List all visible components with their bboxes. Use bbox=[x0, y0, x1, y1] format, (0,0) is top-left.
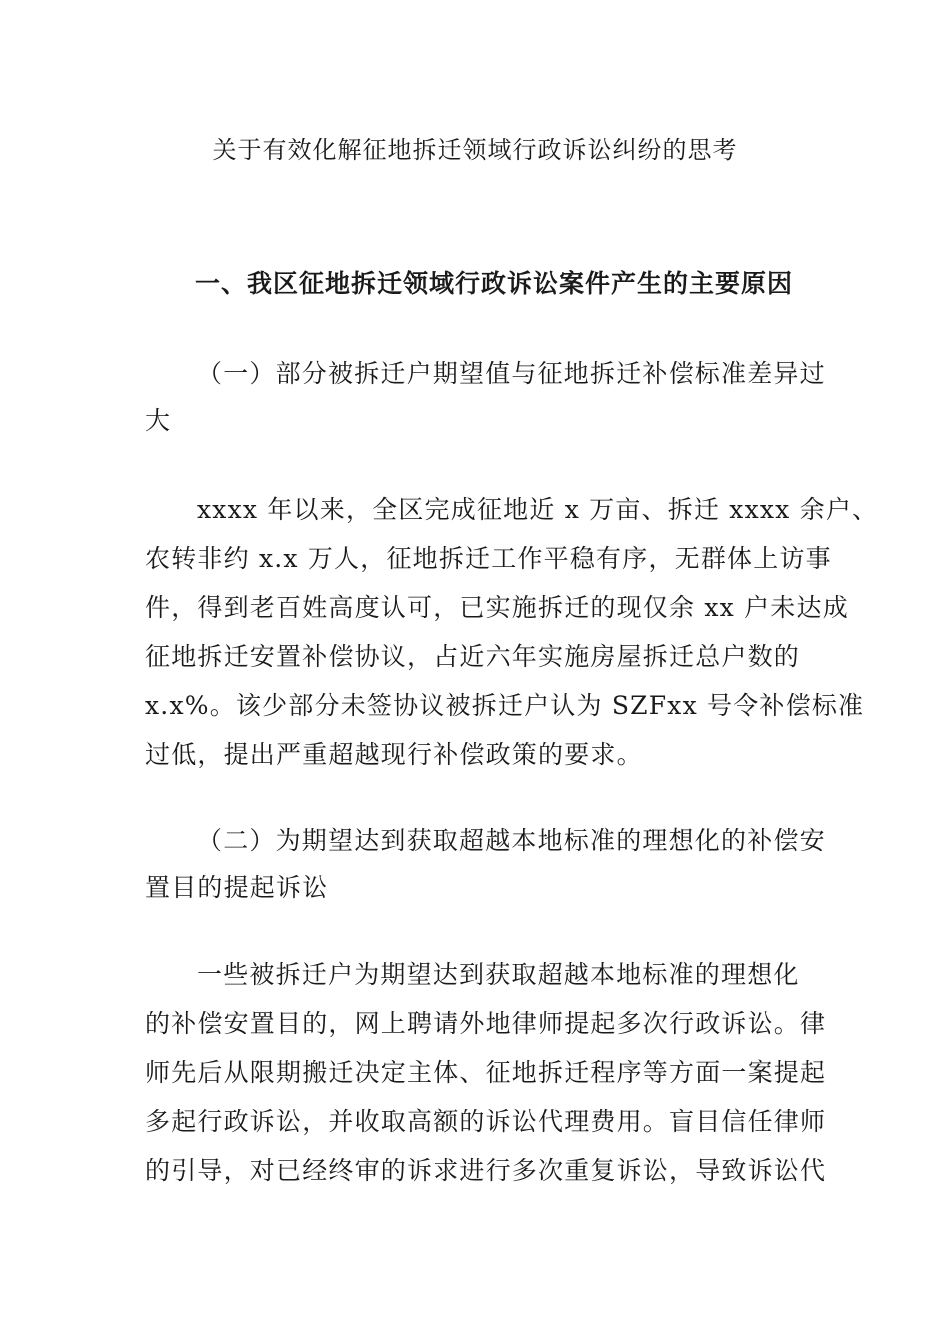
paragraph-line: 的补偿安置目的，网上聘请外地律师提起多次行政诉讼。律 bbox=[145, 1009, 827, 1038]
subheading-line: （一）部分被拆迁户期望值与征地拆迁补偿标准差异过 bbox=[197, 359, 826, 388]
subheading-1 bbox=[145, 350, 826, 444]
paragraph-line: 师先后从限期搬迁决定主体、征地拆迁程序等方面一案提起 bbox=[145, 1058, 827, 1087]
paragraph-line: 件，得到老百姓高度认可，已实施拆迁的现仅余 xx 户未达成 bbox=[145, 593, 849, 622]
paragraph-line: 农转非约 x.x 万人，征地拆迁工作平稳有序，无群体上访事 bbox=[145, 544, 832, 573]
section-heading-1: 一、我区征地拆迁领域行政诉讼案件产生的主要原因 bbox=[195, 269, 794, 298]
paragraph-line: 的引导，对已经终审的诉求进行多次重复诉讼，导致诉讼代 bbox=[145, 1156, 827, 1185]
subheading-2 bbox=[145, 817, 826, 911]
paragraph-line: 一些被拆迁户为期望达到获取超越本地标准的理想化 bbox=[197, 960, 800, 989]
subheading-line: 大 bbox=[145, 406, 172, 435]
paragraph-line: 多起行政诉讼，并收取高额的诉讼代理费用。盲目信任律师 bbox=[145, 1107, 827, 1136]
document-title: 关于有效化解征地拆迁领域行政诉讼纠纷的思考 bbox=[212, 136, 738, 164]
paragraph-1 bbox=[145, 485, 879, 779]
paragraph-line: xxxx 年以来，全区完成征地近 x 万亩、拆迁 xxxx 余户、 bbox=[197, 495, 879, 524]
subheading-line: 置目的提起诉讼 bbox=[145, 873, 329, 902]
subheading-line: （二）为期望达到获取超越本地标准的理想化的补偿安 bbox=[197, 826, 826, 855]
paragraph-2 bbox=[145, 950, 827, 1195]
paragraph-line: 过低，提出严重超越现行补偿政策的要求。 bbox=[145, 740, 643, 769]
paragraph-line: x.x%。该少部分未签协议被拆迁户认为 SZFxx 号令补偿标准 bbox=[145, 691, 865, 720]
paragraph-line: 征地拆迁安置补偿协议，占近六年实施房屋拆迁总户数的 bbox=[145, 642, 801, 671]
